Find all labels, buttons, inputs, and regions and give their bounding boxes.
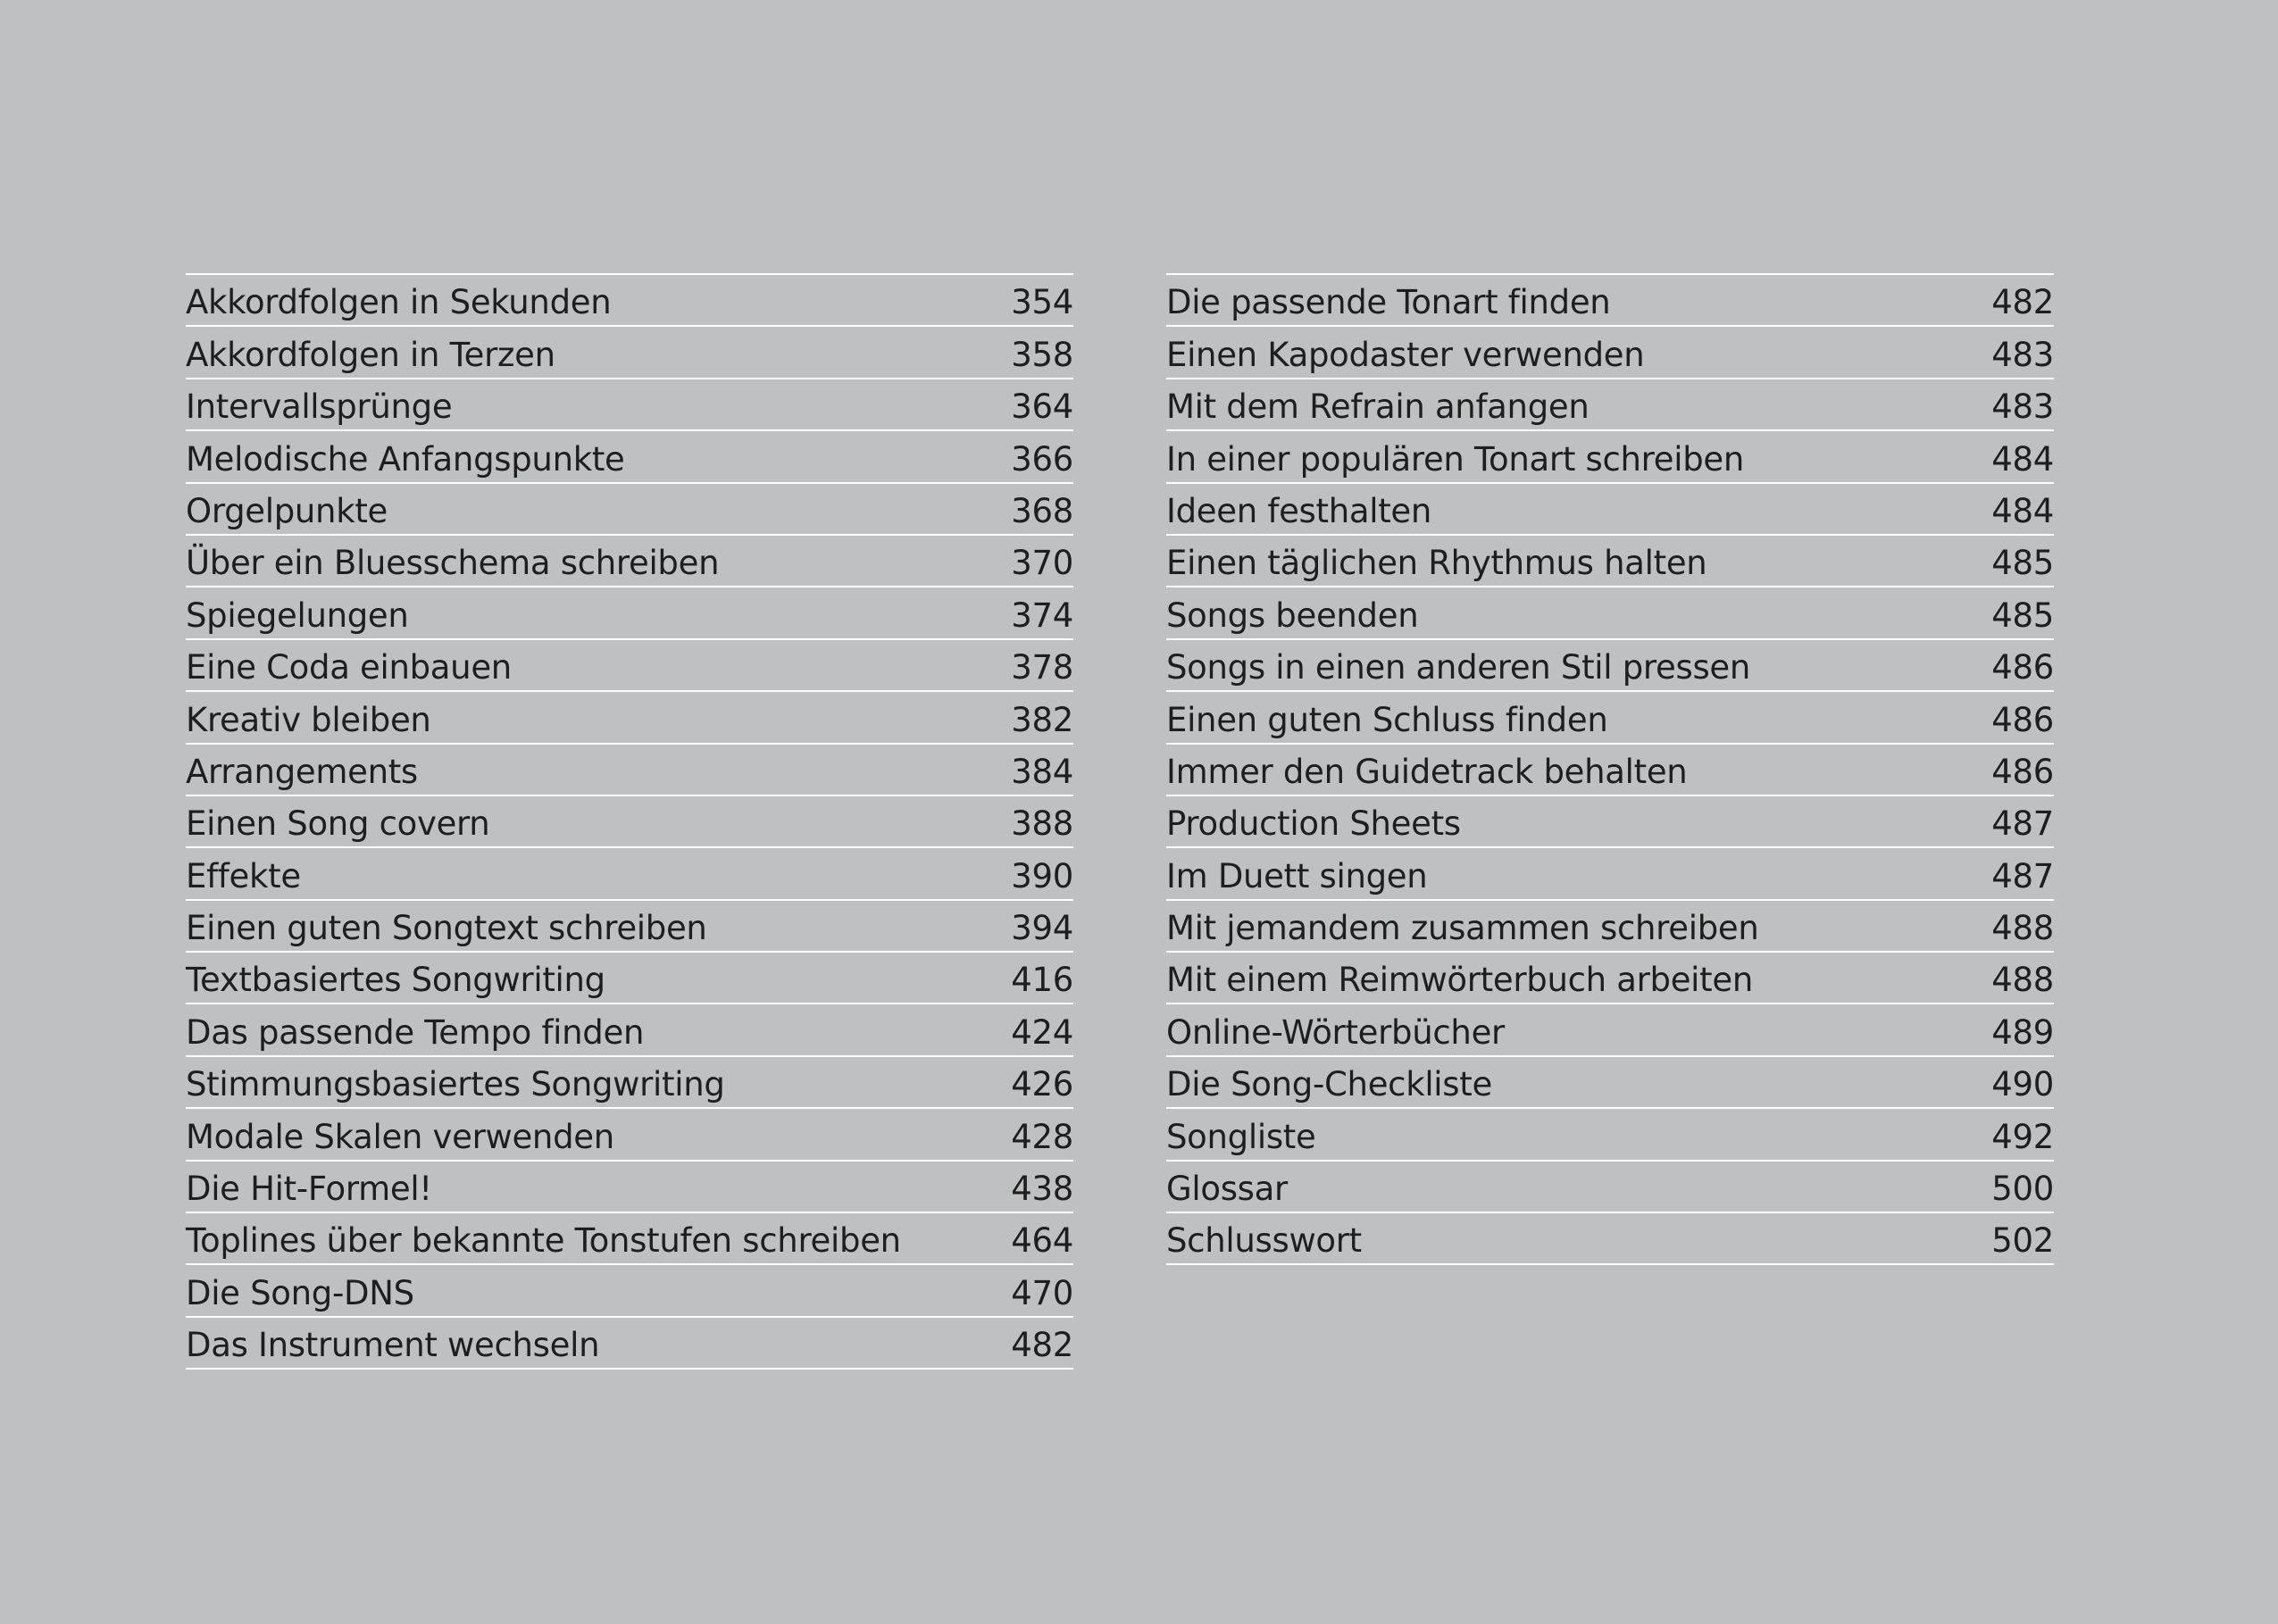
- toc-entry-title: Intervallsprünge: [186, 387, 453, 427]
- toc-entry-title: Schlusswort: [1166, 1221, 1362, 1261]
- toc-entry: [1166, 1109, 2054, 1161]
- toc-entry: [186, 640, 1073, 692]
- toc-entry-title: Im Duett singen: [1166, 856, 1428, 895]
- toc-entry: [186, 745, 1073, 796]
- toc-entry-page-number: 488: [1991, 909, 2054, 948]
- toc-entry-title: Toplines über bekannte Tonstufen schreiben: [186, 1221, 901, 1261]
- toc-entry-title: Einen täglichen Rhythmus halten: [1166, 544, 1707, 583]
- toc-entry-title: Immer den Guidetrack behalten: [1166, 752, 1688, 791]
- toc-entry-title: Stimmungsbasiertes Songwriting: [186, 1065, 725, 1104]
- toc-entry-title: Ideen festhalten: [1166, 491, 1432, 530]
- toc-entry: [186, 796, 1073, 848]
- toc-entry-page-number: 366: [1011, 439, 1073, 479]
- toc-entry: [186, 1265, 1073, 1317]
- toc-entry: [186, 536, 1073, 587]
- toc-entry-title: Arrangements: [186, 752, 418, 791]
- toc-entry-title: Songs in einen anderen Stil pressen: [1166, 648, 1751, 687]
- toc-entry-title: Über ein Bluesschema schreiben: [186, 544, 720, 583]
- toc-entry-title: Akkordfolgen in Terzen: [186, 335, 555, 374]
- toc-entry: [186, 848, 1073, 900]
- toc-entry-page-number: 416: [1011, 961, 1073, 1000]
- toc-entry: [186, 587, 1073, 639]
- toc-entry-page-number: 484: [1991, 491, 2054, 530]
- toc-entry: [186, 275, 1073, 327]
- toc-entry-title: Mit jemandem zusammen schreiben: [1166, 909, 1759, 948]
- toc-entry: [1166, 692, 2054, 744]
- toc-entry-title: Online-Wörterbücher: [1166, 1012, 1505, 1052]
- toc-entry-page-number: 374: [1011, 595, 1073, 635]
- toc-entry: [186, 692, 1073, 744]
- toc-entry-page-number: 382: [1011, 700, 1073, 739]
- toc-entry: [1166, 379, 2054, 431]
- toc-entry-title: Mit einem Reimwörterbuch arbeiten: [1166, 961, 1753, 1000]
- toc-entry: [186, 431, 1073, 483]
- toc-entry-page-number: 500: [1991, 1170, 2054, 1209]
- toc-entry-page-number: 485: [1991, 595, 2054, 635]
- toc-entry-title: Die Song-Checkliste: [1166, 1065, 1492, 1104]
- toc-entry-title: Einen guten Songtext schreiben: [186, 909, 707, 948]
- toc-entry: [1166, 1057, 2054, 1109]
- toc-entry-page-number: 378: [1011, 648, 1073, 687]
- toc-entry-title: Das Instrument wechseln: [186, 1326, 600, 1365]
- toc-entry: [186, 327, 1073, 379]
- toc-entry: [1166, 953, 2054, 1004]
- toc-entry-page-number: 489: [1991, 1012, 2054, 1052]
- toc-entry-title: Mit dem Refrain anfangen: [1166, 387, 1590, 427]
- toc-entry-page-number: 490: [1991, 1065, 2054, 1104]
- toc-entry: [1166, 1162, 2054, 1213]
- toc-entry-title: Effekte: [186, 856, 301, 895]
- toc-entry-page-number: 384: [1011, 752, 1073, 791]
- toc-entry-page-number: 487: [1991, 804, 2054, 844]
- toc-entry: [1166, 327, 2054, 379]
- toc-entry: [1166, 848, 2054, 900]
- toc-entry: [186, 1162, 1073, 1213]
- toc-entry-page-number: 482: [1011, 1326, 1073, 1365]
- toc-entry-title: Die Song-DNS: [186, 1273, 414, 1312]
- toc-entry: [1166, 431, 2054, 483]
- toc-entry-page-number: 394: [1011, 909, 1073, 948]
- toc-entry-title: Akkordfolgen in Sekunden: [186, 283, 612, 322]
- toc-entry: [186, 953, 1073, 1004]
- toc-entry-title: Einen guten Schluss finden: [1166, 700, 1608, 739]
- toc-entry-title: Glossar: [1166, 1170, 1288, 1209]
- toc-entry-title: Spiegelungen: [186, 595, 409, 635]
- toc-entry: [1166, 745, 2054, 796]
- toc-entry-page-number: 486: [1991, 752, 2054, 791]
- toc-entry-title: Das passende Tempo finden: [186, 1012, 645, 1052]
- toc-entry-page-number: 482: [1991, 283, 2054, 322]
- toc-entry: [186, 1213, 1073, 1265]
- toc-column-right: [1166, 273, 2054, 1265]
- toc-entry-title: Songs beenden: [1166, 595, 1419, 635]
- toc-entry-page-number: 358: [1011, 335, 1073, 374]
- toc-entry: [1166, 640, 2054, 692]
- toc-entry-title: Textbasiertes Songwriting: [186, 961, 605, 1000]
- toc-entry-title: Modale Skalen verwenden: [186, 1117, 614, 1156]
- toc-entry-title: In einer populären Tonart schreiben: [1166, 439, 1745, 479]
- toc-entry-title: Einen Song covern: [186, 804, 490, 844]
- toc-entry-page-number: 492: [1991, 1117, 2054, 1156]
- toc-entry-page-number: 464: [1011, 1221, 1073, 1261]
- toc-entry-page-number: 368: [1011, 491, 1073, 530]
- toc-entry-title: Songliste: [1166, 1117, 1316, 1156]
- toc-entry-title: Production Sheets: [1166, 804, 1461, 844]
- toc-entry-page-number: 438: [1011, 1170, 1073, 1209]
- toc-entry-page-number: 486: [1991, 700, 2054, 739]
- toc-entry-page-number: 424: [1011, 1012, 1073, 1052]
- toc-entry-page-number: 487: [1991, 856, 2054, 895]
- toc-entry: [1166, 536, 2054, 587]
- toc-entry-title: Die passende Tonart finden: [1166, 283, 1611, 322]
- toc-entry-page-number: 370: [1011, 544, 1073, 583]
- toc-entry-page-number: 483: [1991, 387, 2054, 427]
- toc-entry-page-number: 486: [1991, 648, 2054, 687]
- toc-entry: [1166, 1004, 2054, 1056]
- toc-entry-title: Einen Kapodaster verwenden: [1166, 335, 1645, 374]
- toc-entry: [186, 1318, 1073, 1370]
- toc-entry-page-number: 502: [1991, 1221, 2054, 1261]
- toc-entry: [1166, 275, 2054, 327]
- toc-entry: [186, 901, 1073, 953]
- toc-entry: [186, 1057, 1073, 1109]
- toc-entry-title: Eine Coda einbauen: [186, 648, 512, 687]
- toc-entry-page-number: 488: [1991, 961, 2054, 1000]
- toc-entry-page-number: 364: [1011, 387, 1073, 427]
- toc-entry-page-number: 470: [1011, 1273, 1073, 1312]
- toc-entry: [1166, 484, 2054, 536]
- toc-entry-title: Die Hit-Formel!: [186, 1170, 432, 1209]
- toc-entry-title: Melodische Anfangspunkte: [186, 439, 625, 479]
- toc-entry-title: Orgelpunkte: [186, 491, 388, 530]
- toc-entry: [186, 1004, 1073, 1056]
- toc-entry: [186, 1109, 1073, 1161]
- toc-column-left: [186, 273, 1073, 1370]
- toc-entry: [1166, 587, 2054, 639]
- toc-entry: [1166, 796, 2054, 848]
- toc-entry: [1166, 901, 2054, 953]
- toc-entry: [186, 379, 1073, 431]
- toc-entry-page-number: 483: [1991, 335, 2054, 374]
- toc-entry-page-number: 428: [1011, 1117, 1073, 1156]
- toc-entry: [186, 484, 1073, 536]
- toc-entry-page-number: 388: [1011, 804, 1073, 844]
- toc-entry-page-number: 426: [1011, 1065, 1073, 1104]
- toc-entry: [1166, 1213, 2054, 1265]
- toc-entry-page-number: 390: [1011, 856, 1073, 895]
- toc-entry-page-number: 354: [1011, 283, 1073, 322]
- toc-entry-page-number: 485: [1991, 544, 2054, 583]
- toc-entry-page-number: 484: [1991, 439, 2054, 479]
- toc-entry-title: Kreativ bleiben: [186, 700, 431, 739]
